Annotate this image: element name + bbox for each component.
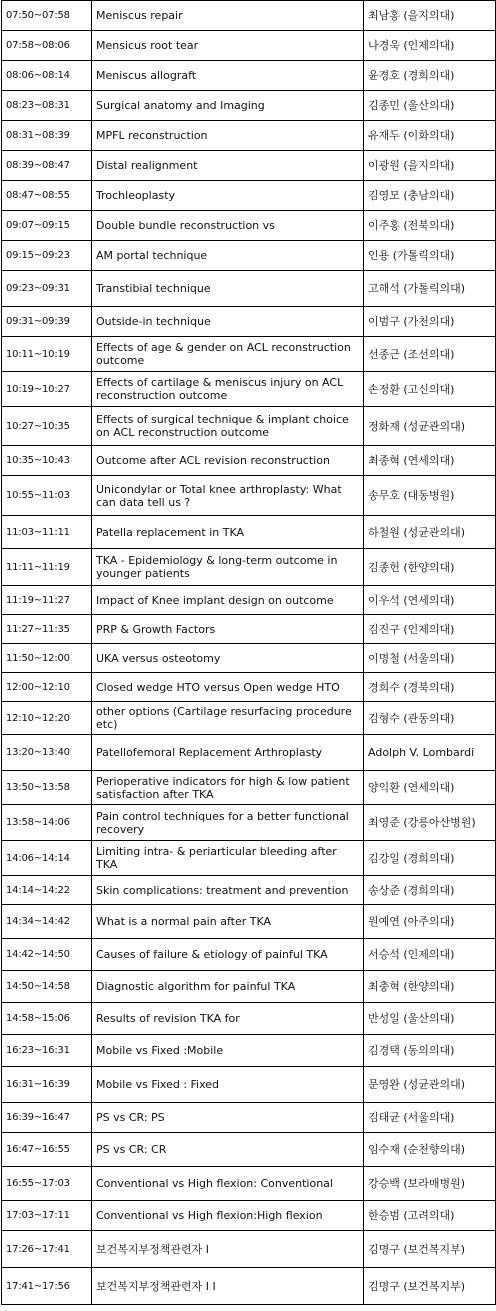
- speaker-cell: 경희수 (경북의대): [364, 673, 496, 702]
- speaker-cell: 반성일 (울산의대): [364, 1003, 496, 1035]
- topic-cell: Limiting intra- & periarticular bleeding after TKA: [92, 841, 364, 876]
- table-row: [2, 61, 496, 91]
- speaker-cell: Adolph V. Lombardi: [364, 735, 496, 771]
- topic-cell: Surgical anatomy and Imaging: [92, 91, 364, 121]
- topic-cell: Pain control techniques for a better functional recovery: [92, 805, 364, 841]
- speaker-cell: 문영완 (성균관의대): [364, 1067, 496, 1103]
- table-row: [2, 307, 496, 337]
- time-cell: 08:06~08:14: [2, 61, 92, 91]
- speaker-cell: 김명구 (보건복지부): [364, 1231, 496, 1268]
- time-cell: 08:23~08:31: [2, 91, 92, 121]
- table-row: [2, 476, 496, 516]
- speaker-cell: 인용 (가톨릭의대): [364, 241, 496, 271]
- time-cell: 14:06~14:14: [2, 841, 92, 876]
- topic-cell: PRP & Growth Factors: [92, 615, 364, 644]
- table-row: [2, 446, 496, 476]
- topic-cell: Meniscus allograft: [92, 61, 364, 91]
- table-row: [2, 1067, 496, 1103]
- table-row: [2, 1231, 496, 1268]
- table-row: [2, 337, 496, 372]
- speaker-cell: 고해석 (가톨릭의대): [364, 271, 496, 307]
- topic-cell: PS vs CR: CR: [92, 1133, 364, 1167]
- time-cell: 16:47~16:55: [2, 1133, 92, 1167]
- topic-cell: Mobile vs Fixed : Fixed: [92, 1067, 364, 1103]
- time-cell: 13:50~13:58: [2, 771, 92, 805]
- table-row: [2, 971, 496, 1003]
- speaker-cell: 이주홍 (전북의대): [364, 211, 496, 241]
- speaker-cell: 김태균 (서울의대): [364, 1103, 496, 1133]
- table-row: [2, 241, 496, 271]
- speaker-cell: 김경택 (동의의대): [364, 1035, 496, 1067]
- speaker-cell: 김종헌 (한양의대): [364, 549, 496, 586]
- speaker-cell: 윤경호 (경희의대): [364, 61, 496, 91]
- time-cell: 13:58~14:06: [2, 805, 92, 841]
- time-cell: 11:27~11:35: [2, 615, 92, 644]
- topic-cell: Meniscus repair: [92, 1, 364, 31]
- speaker-cell: 최영준 (강릉아산병원): [364, 805, 496, 841]
- speaker-cell: 김명구 (보건복지부): [364, 1268, 496, 1305]
- speaker-cell: 나경욱 (인제의대): [364, 31, 496, 61]
- speaker-cell: 손정환 (고신의대): [364, 372, 496, 407]
- topic-cell: AM portal technique: [92, 241, 364, 271]
- table-row: [2, 121, 496, 151]
- table-row: [2, 644, 496, 673]
- table-row: [2, 905, 496, 939]
- time-cell: 13:20~13:40: [2, 735, 92, 771]
- speaker-cell: 임수재 (순천향의대): [364, 1133, 496, 1167]
- time-cell: 16:39~16:47: [2, 1103, 92, 1133]
- schedule-body: [2, 1, 496, 1305]
- table-row: [2, 31, 496, 61]
- topic-cell: Transtibial technique: [92, 271, 364, 307]
- topic-cell: Results of revision TKA for: [92, 1003, 364, 1035]
- topic-cell: Conventional vs High flexion: Conventional: [92, 1167, 364, 1201]
- speaker-cell: 강승백 (보라매병원): [364, 1167, 496, 1201]
- speaker-cell: 이광원 (을지의대): [364, 151, 496, 181]
- table-row: [2, 702, 496, 735]
- speaker-cell: 김형수 (관동의대): [364, 702, 496, 735]
- time-cell: 10:11~10:19: [2, 337, 92, 372]
- topic-cell: Mobile vs Fixed :Mobile: [92, 1035, 364, 1067]
- table-row: [2, 271, 496, 307]
- schedule-table: [1, 0, 496, 1305]
- topic-cell: TKA - Epidemiology & long-term outcome in younger patients: [92, 549, 364, 586]
- time-cell: 17:41~17:56: [2, 1268, 92, 1305]
- topic-cell: other options (Cartilage resurfacing procedure etc): [92, 702, 364, 735]
- time-cell: 14:14~14:22: [2, 876, 92, 905]
- time-cell: 16:55~17:03: [2, 1167, 92, 1201]
- topic-cell: Unicondylar or Total knee arthroplasty: What can data tell us ?: [92, 476, 364, 516]
- table-row: [2, 1268, 496, 1305]
- topic-cell: 보건복지부정책관련자 I: [92, 1231, 364, 1268]
- table-row: [2, 1167, 496, 1201]
- table-row: [2, 1035, 496, 1067]
- table-row: [2, 1103, 496, 1133]
- table-row: [2, 407, 496, 446]
- speaker-cell: 선종근 (조선의대): [364, 337, 496, 372]
- table-row: [2, 615, 496, 644]
- table-row: [2, 805, 496, 841]
- time-cell: 10:27~10:35: [2, 407, 92, 446]
- time-cell: 11:19~11:27: [2, 586, 92, 615]
- speaker-cell: 이범구 (가천의대): [364, 307, 496, 337]
- table-row: [2, 735, 496, 771]
- topic-cell: PS vs CR: PS: [92, 1103, 364, 1133]
- speaker-cell: 김진구 (인제의대): [364, 615, 496, 644]
- speaker-cell: 송무호 (대동병원): [364, 476, 496, 516]
- time-cell: 14:50~14:58: [2, 971, 92, 1003]
- topic-cell: Outcome after ACL revision reconstruction: [92, 446, 364, 476]
- time-cell: 09:23~09:31: [2, 271, 92, 307]
- time-cell: 10:35~10:43: [2, 446, 92, 476]
- table-row: [2, 211, 496, 241]
- time-cell: 14:58~15:06: [2, 1003, 92, 1035]
- time-cell: 16:31~16:39: [2, 1067, 92, 1103]
- topic-cell: Diagnostic algorithm for painful TKA: [92, 971, 364, 1003]
- speaker-cell: 김종민 (울산의대): [364, 91, 496, 121]
- topic-cell: Conventional vs High flexion:High flexion: [92, 1201, 364, 1231]
- table-row: [2, 181, 496, 211]
- time-cell: 17:26~17:41: [2, 1231, 92, 1268]
- topic-cell: 보건복지부정책관련자 I I: [92, 1268, 364, 1305]
- time-cell: 11:50~12:00: [2, 644, 92, 673]
- topic-cell: Patellofemoral Replacement Arthroplasty: [92, 735, 364, 771]
- topic-cell: MPFL reconstruction: [92, 121, 364, 151]
- time-cell: 11:11~11:19: [2, 549, 92, 586]
- table-row: [2, 841, 496, 876]
- topic-cell: Mensicus root tear: [92, 31, 364, 61]
- speaker-cell: 최남홍 (을지의대): [364, 1, 496, 31]
- table-row: [2, 91, 496, 121]
- time-cell: 07:58~08:06: [2, 31, 92, 61]
- table-row: [2, 372, 496, 407]
- time-cell: 08:31~08:39: [2, 121, 92, 151]
- time-cell: 14:34~14:42: [2, 905, 92, 939]
- topic-cell: Outside-in technique: [92, 307, 364, 337]
- topic-cell: Perioperative indicators for high & low patient satisfaction after TKA: [92, 771, 364, 805]
- time-cell: 10:55~11:03: [2, 476, 92, 516]
- speaker-cell: 양익환 (연세의대): [364, 771, 496, 805]
- topic-cell: Closed wedge HTO versus Open wedge HTO: [92, 673, 364, 702]
- table-row: [2, 1003, 496, 1035]
- speaker-cell: 김영모 (충남의대): [364, 181, 496, 211]
- speaker-cell: 최종혁 (연세의대): [364, 446, 496, 476]
- time-cell: 16:23~16:31: [2, 1035, 92, 1067]
- topic-cell: Distal realignment: [92, 151, 364, 181]
- table-row: [2, 673, 496, 702]
- speaker-cell: 이우석 (연세의대): [364, 586, 496, 615]
- topic-cell: What is a normal pain after TKA: [92, 905, 364, 939]
- topic-cell: Skin complications: treatment and prevention: [92, 876, 364, 905]
- time-cell: 09:31~09:39: [2, 307, 92, 337]
- table-row: [2, 1, 496, 31]
- time-cell: 08:47~08:55: [2, 181, 92, 211]
- topic-cell: Impact of Knee implant design on outcome: [92, 586, 364, 615]
- time-cell: 10:19~10:27: [2, 372, 92, 407]
- speaker-cell: 정화재 (성균관의대): [364, 407, 496, 446]
- topic-cell: Effects of age & gender on ACL reconstruction outcome: [92, 337, 364, 372]
- speaker-cell: 원예연 (아주의대): [364, 905, 496, 939]
- speaker-cell: 유재두 (이화의대): [364, 121, 496, 151]
- topic-cell: Patella replacement in TKA: [92, 516, 364, 549]
- table-row: [2, 771, 496, 805]
- time-cell: 12:00~12:10: [2, 673, 92, 702]
- table-row: [2, 1133, 496, 1167]
- time-cell: 12:10~12:20: [2, 702, 92, 735]
- topic-cell: Trochleoplasty: [92, 181, 364, 211]
- topic-cell: Causes of failure & etiology of painful TKA: [92, 939, 364, 971]
- speaker-cell: 최충혁 (한양의대): [364, 971, 496, 1003]
- time-cell: 14:42~14:50: [2, 939, 92, 971]
- table-row: [2, 939, 496, 971]
- topic-cell: Effects of cartilage & meniscus injury on ACL reconstruction outcome: [92, 372, 364, 407]
- time-cell: 09:15~09:23: [2, 241, 92, 271]
- table-row: [2, 151, 496, 181]
- time-cell: 17:03~17:11: [2, 1201, 92, 1231]
- table-row: [2, 586, 496, 615]
- table-row: [2, 516, 496, 549]
- time-cell: 09:07~09:15: [2, 211, 92, 241]
- time-cell: 11:03~11:11: [2, 516, 92, 549]
- table-row: [2, 876, 496, 905]
- time-cell: 08:39~08:47: [2, 151, 92, 181]
- speaker-cell: 하철원 (성균관의대): [364, 516, 496, 549]
- speaker-cell: 송상준 (경희의대): [364, 876, 496, 905]
- topic-cell: Double bundle reconstruction vs: [92, 211, 364, 241]
- table-row: [2, 549, 496, 586]
- topic-cell: Effects of surgical technique & implant choice on ACL reconstruction outcome: [92, 407, 364, 446]
- time-cell: 07:50~07:58: [2, 1, 92, 31]
- topic-cell: UKA versus osteotomy: [92, 644, 364, 673]
- speaker-cell: 김강일 (경희의대): [364, 841, 496, 876]
- speaker-cell: 서승석 (인제의대): [364, 939, 496, 971]
- speaker-cell: 한승범 (고려의대): [364, 1201, 496, 1231]
- table-row: [2, 1201, 496, 1231]
- speaker-cell: 이명철 (서울의대): [364, 644, 496, 673]
